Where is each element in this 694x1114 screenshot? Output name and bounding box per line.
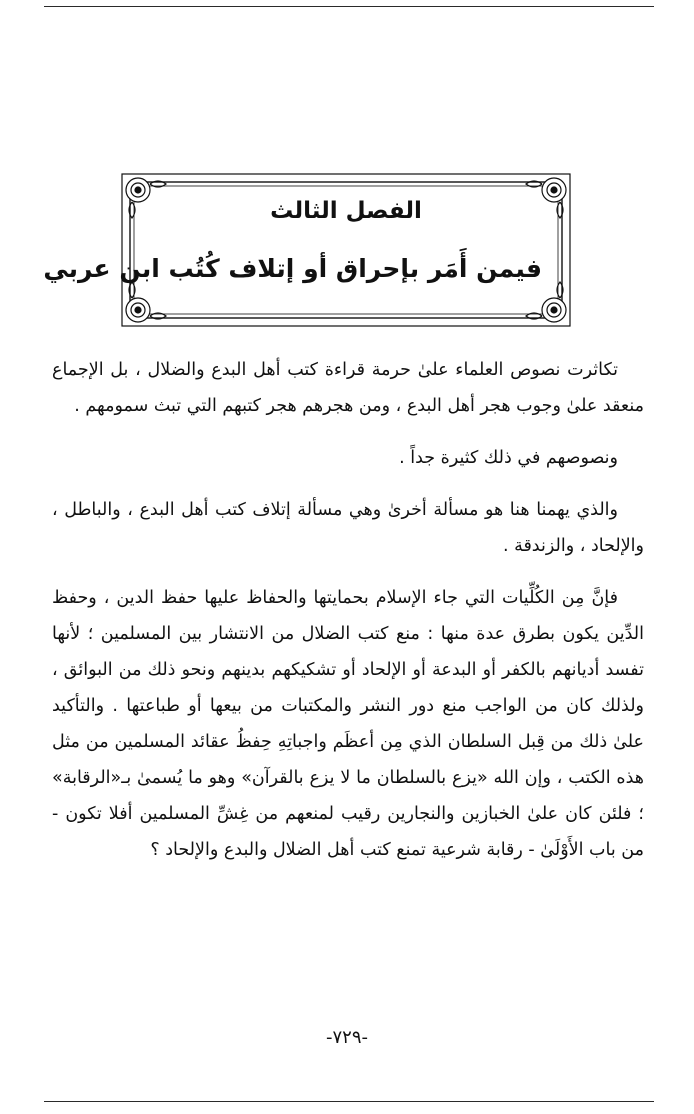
paragraph-3: والذي يهمنا هنا هو مسألة أخرىٰ وهي مسألة إتلاف كتب أهل البدع ، والباطل ، والإلحاد ، والزندقة .: [52, 500, 644, 556]
paragraph-2: ونصوصهم في ذلك كثيرة جداً .: [399, 448, 618, 468]
paragraph-4: فإنَّ مِن الكُلِّيات التي جاء الإسلام بحمايتها والحفاظ عليها حفظ الدين ، وحفظ الدِّين يكون بطرق عدة منها : منع كتب الضلال من الانتشار بين المسلمين ؛ لأنها تفسد أديانهم بالكفر أو البدعة أو الإلحاد أو تشكيكهم بدينهم ونحو ذلك من البوائق ، ولذلك كان من الواجب منع دور النشر والمكتبات من بيعها أو طباعتها . والتأكيد علىٰ ذلك من قِبل السلطان الذي مِن أعظَم واجباتِهِ حِفظُ عقائد المسلمين من مثل هذه الكتب ، وإن الله «يزع بالسلطان ما لا يزع بالقرآن» وهو ما يُسمىٰ بـ«الرقابة» ؛ فلئن كان علىٰ الخبازين والنجارين رقيب لمنعهم من غِشِّ المسلمين أفلا تكون - من باب الأَوْلَىٰ - رقابة شرعية تمنع كتب أهل الضلال والبدع والإلحاد ؟: [52, 588, 644, 860]
page-number: -٧٢٩-: [325, 1027, 368, 1048]
bottom-edge-line: [44, 1101, 654, 1102]
corner-ornament-bottom-left: [126, 282, 166, 322]
chapter-header-frame: [43, 172, 572, 328]
chapter-title: فيمن أَمَر بإحراق أو إتلاف كُتُب ابن عربي: [43, 254, 542, 283]
corner-ornament-bottom-right: [526, 282, 566, 322]
paragraph-1: تكاثرت نصوص العلماء علىٰ حرمة قراءة كتب أهل البدع والضلال ، بل الإجماع منعقد علىٰ وجوب هجر أهل البدع ، ومن هجرهم هجر كتبهم التي تبث سمومهم .: [52, 360, 644, 416]
body-text: [52, 352, 644, 884]
top-edge-line: [44, 6, 654, 7]
corner-ornament-top-right: [526, 178, 566, 218]
chapter-label: الفصل الثالث: [270, 198, 422, 224]
